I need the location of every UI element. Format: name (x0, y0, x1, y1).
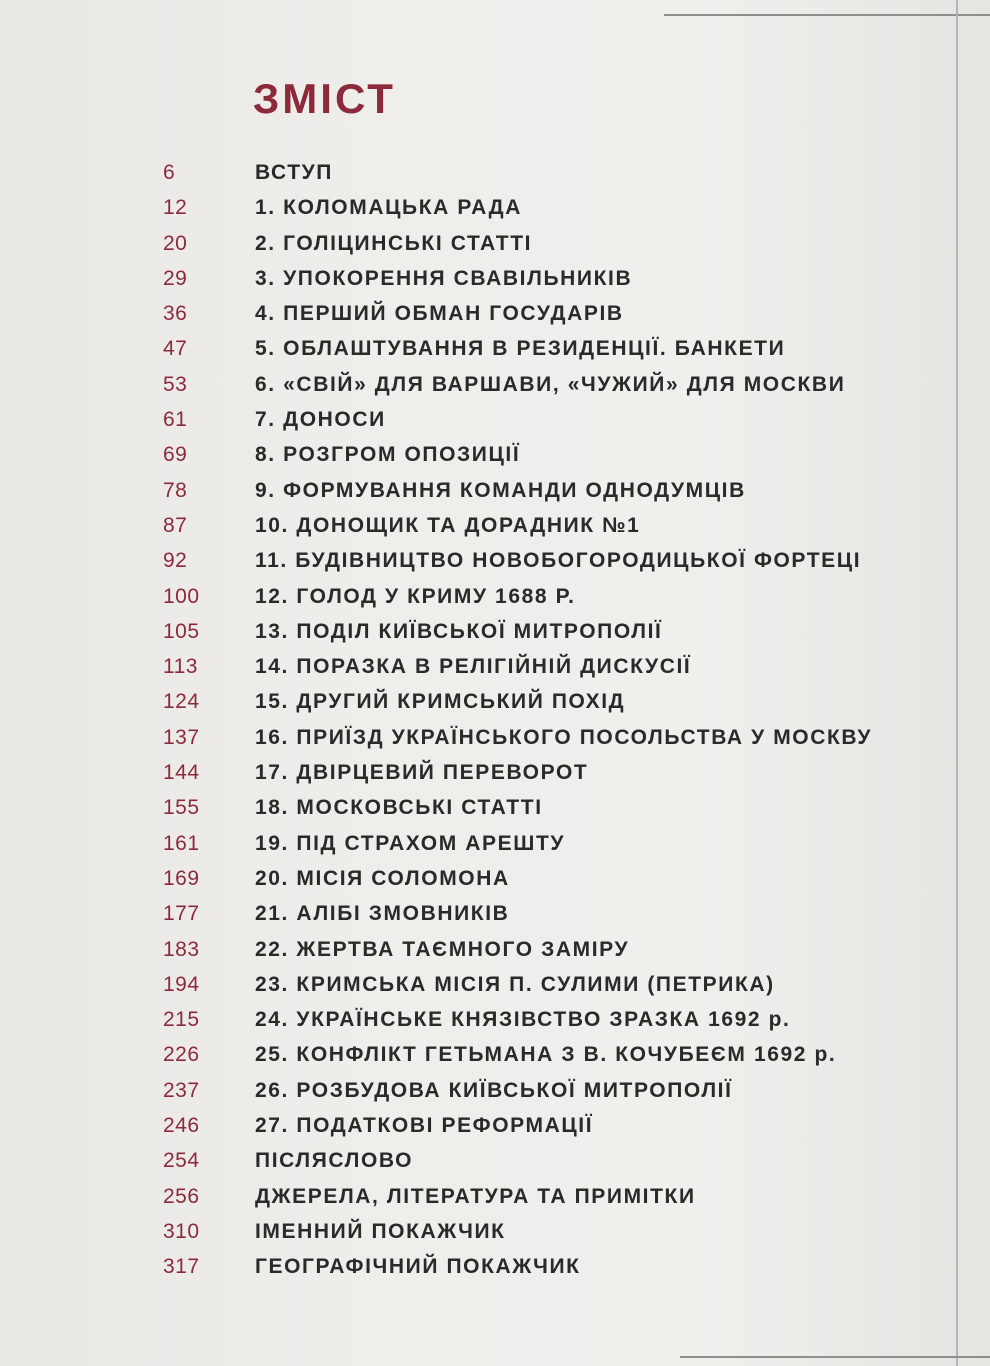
toc-entry (0, 226, 956, 261)
toc-chapter-title: 22. ЖЕРТВА ТАЄМНОГО ЗАМІРУ (255, 937, 630, 961)
toc-chapter-title: 1. КОЛОМАЦЬКА РАДА (255, 196, 522, 220)
toc-entry (0, 473, 956, 508)
toc-entry (0, 296, 956, 331)
toc-entry (0, 720, 956, 755)
toc-chapter-title: ПІСЛЯСЛОВО (255, 1149, 414, 1173)
toc-page-number: 100 (163, 584, 200, 608)
page-title: ЗМІСТ (253, 75, 396, 122)
toc-page-number: 105 (163, 619, 200, 643)
toc-entry (0, 1143, 956, 1178)
toc-chapter-title: 3. УПОКОРЕННЯ СВАВІЛЬНИКІВ (255, 266, 633, 290)
toc-page-number: 47 (163, 337, 188, 361)
toc-page-number: 215 (163, 1008, 200, 1032)
toc-chapter-title: 21. АЛІБІ ЗМОВНИКІВ (255, 902, 510, 926)
toc-page-number: 113 (163, 655, 198, 679)
toc-entry (0, 790, 956, 825)
toc-entry (0, 155, 956, 190)
toc-chapter-title: ДЖЕРЕЛА, ЛІТЕРАТУРА ТА ПРИМІТКИ (255, 1184, 696, 1208)
toc-entry (0, 1108, 956, 1143)
toc-chapter-title: 19. ПІД СТРАХОМ АРЕШТУ (255, 831, 566, 855)
toc-entry (0, 1037, 956, 1072)
toc-entry (0, 543, 956, 578)
toc-page-number: 246 (163, 1114, 200, 1138)
toc-page-number: 254 (163, 1149, 200, 1173)
toc-chapter-title: 10. ДОНОЩИК ТА ДОРАДНИК №1 (255, 513, 641, 537)
page-edge-line (956, 0, 958, 1366)
toc-chapter-title: 20. МІСІЯ СОЛОМОНА (255, 866, 510, 890)
toc-chapter-title: 8. РОЗГРОМ ОПОЗИЦІЇ (255, 443, 521, 467)
bottom-divider (680, 1356, 990, 1358)
toc-chapter-title: 27. ПОДАТКОВІ РЕФОРМАЦІЇ (255, 1114, 594, 1138)
toc-entry (0, 614, 956, 649)
toc-page-number: 310 (163, 1219, 200, 1243)
toc-page-number: 78 (163, 478, 188, 502)
toc-entry (0, 1214, 956, 1249)
toc-entry (0, 1179, 956, 1214)
toc-entry (0, 261, 956, 296)
toc-page-number: 53 (163, 372, 188, 396)
toc-page-number: 137 (163, 725, 200, 749)
toc-chapter-title: 11. БУДІВНИЦТВО НОВОБОГОРОДИЦЬКОЇ ФОРТЕЦІ (255, 549, 862, 573)
top-divider (664, 14, 990, 16)
toc-entry (0, 367, 956, 402)
toc-chapter-title: 25. КОНФЛІКТ ГЕТЬМАНА З В. КОЧУБЕЄМ 1692 р. (255, 1043, 837, 1067)
table-of-contents (0, 155, 956, 1285)
toc-page-number: 61 (163, 408, 188, 432)
toc-chapter-title: 17. ДВІРЦЕВИЙ ПЕРЕВОРОТ (255, 761, 589, 785)
toc-page-number: 144 (163, 761, 200, 785)
toc-chapter-title: 6. «СВІЙ» ДЛЯ ВАРШАВИ, «ЧУЖИЙ» ДЛЯ МОСКВИ (255, 372, 846, 396)
toc-chapter-title: 12. ГОЛОД У КРИМУ 1688 Р. (255, 584, 576, 608)
toc-entry (0, 755, 956, 790)
toc-page-number: 12 (163, 196, 188, 220)
toc-entry (0, 967, 956, 1002)
toc-chapter-title: 14. ПОРАЗКА В РЕЛІГІЙНІЙ ДИСКУСІЇ (255, 655, 692, 679)
toc-page-number: 183 (163, 937, 200, 961)
toc-page-number: 226 (163, 1043, 200, 1067)
toc-entry (0, 826, 956, 861)
toc-entry (0, 896, 956, 931)
toc-page-number: 177 (163, 902, 200, 926)
toc-entry (0, 1002, 956, 1037)
toc-entry (0, 402, 956, 437)
toc-entry (0, 861, 956, 896)
toc-page-number: 20 (163, 231, 188, 255)
toc-chapter-title: 9. ФОРМУВАННЯ КОМАНДИ ОДНОДУМЦІВ (255, 478, 746, 502)
toc-entry (0, 508, 956, 543)
toc-entry (0, 331, 956, 366)
toc-chapter-title: ГЕОГРАФІЧНИЙ ПОКАЖЧИК (255, 1255, 581, 1279)
toc-page-number: 161 (163, 831, 200, 855)
toc-entry (0, 1249, 956, 1284)
toc-chapter-title: 4. ПЕРШИЙ ОБМАН ГОСУДАРІВ (255, 302, 624, 326)
toc-chapter-title: ВСТУП (255, 161, 333, 184)
toc-chapter-title: 23. КРИМСЬКА МІСІЯ П. СУЛИМИ (ПЕТРИКА) (255, 972, 775, 996)
toc-page-number: 36 (163, 302, 188, 326)
toc-chapter-title: ІМЕННИЙ ПОКАЖЧИК (255, 1219, 506, 1243)
toc-entry (0, 932, 956, 967)
toc-page-number: 194 (163, 972, 200, 996)
toc-chapter-title: 26. РОЗБУДОВА КИЇВСЬКОЇ МИТРОПОЛІЇ (255, 1078, 733, 1102)
toc-page-number: 256 (163, 1184, 200, 1208)
toc-chapter-title: 2. ГОЛІЦИНСЬКІ СТАТТІ (255, 231, 533, 255)
toc-chapter-title: 18. МОСКОВСЬКІ СТАТТІ (255, 796, 543, 820)
toc-entry (0, 1073, 956, 1108)
toc-page-number: 92 (163, 549, 188, 573)
toc-chapter-title: 24. УКРАЇНСЬКЕ КНЯЗІВСТВО ЗРАЗКА 1692 р. (255, 1008, 791, 1032)
toc-page-number: 69 (163, 443, 188, 467)
toc-chapter-title: 7. ДОНОСИ (255, 408, 386, 432)
toc-page-number: 237 (163, 1078, 200, 1102)
toc-page-number: 87 (163, 513, 188, 537)
toc-page-number: 155 (163, 796, 200, 820)
toc-chapter-title: 15. ДРУГИЙ КРИМСЬКИЙ ПОХІД (255, 690, 626, 714)
toc-entry (0, 579, 956, 614)
toc-page-number: 6 (163, 161, 176, 184)
toc-entry (0, 649, 956, 684)
toc-chapter-title: 16. ПРИЇЗД УКРАЇНСЬКОГО ПОСОЛЬСТВА У МОСКВУ (255, 725, 873, 749)
toc-entry (0, 437, 956, 472)
toc-entry (0, 684, 956, 719)
toc-chapter-title: 5. ОБЛАШТУВАННЯ В РЕЗИДЕНЦІЇ. БАНКЕТИ (255, 337, 786, 361)
toc-chapter-title: 13. ПОДІЛ КИЇВСЬКОЇ МИТРОПОЛІЇ (255, 619, 663, 643)
toc-page-number: 317 (163, 1255, 200, 1279)
toc-page-number: 29 (163, 266, 188, 290)
toc-page-number: 124 (163, 690, 200, 714)
toc-entry (0, 190, 956, 225)
toc-page-number: 169 (163, 866, 200, 890)
